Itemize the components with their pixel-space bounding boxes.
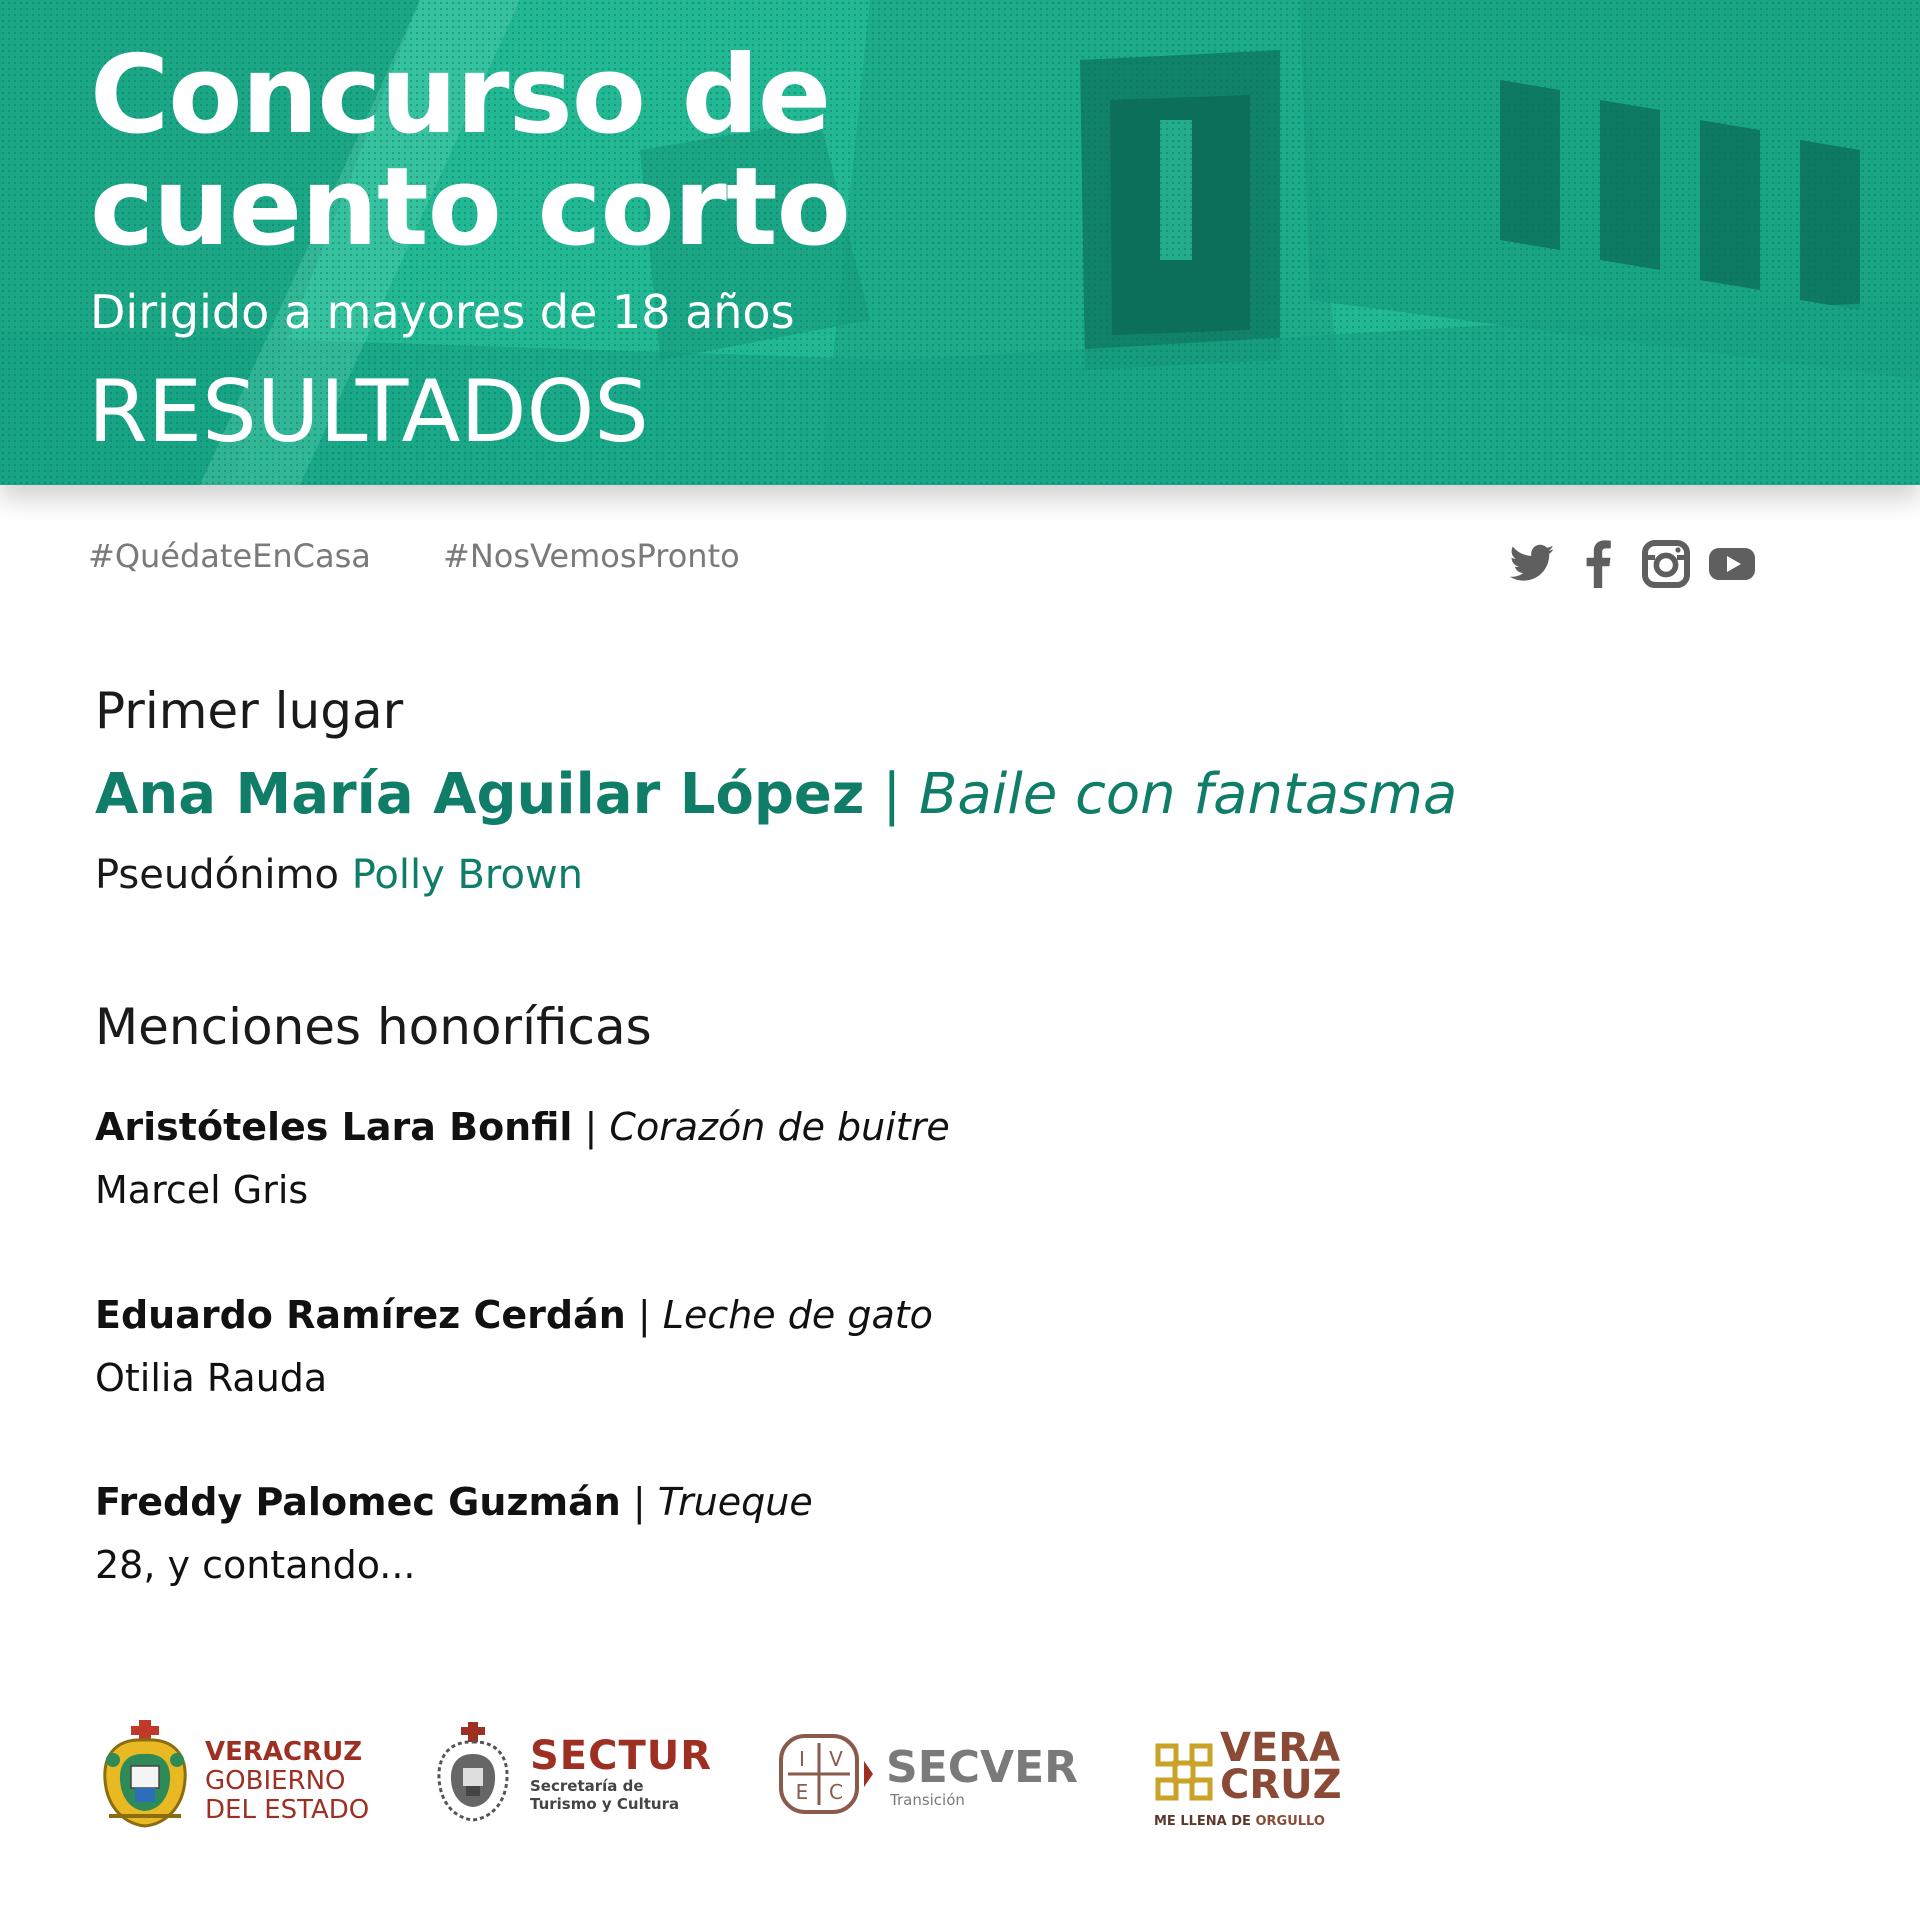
mention-story-title: Trueque bbox=[657, 1480, 813, 1524]
mention-name: Aristóteles Lara Bonfil bbox=[95, 1105, 573, 1149]
veracruz-brand-tagline-b: ORGULLO bbox=[1255, 1814, 1325, 1829]
sectur-name: SECTUR bbox=[530, 1733, 713, 1779]
instagram-icon[interactable] bbox=[1642, 540, 1690, 588]
secver-seal-icon bbox=[778, 1733, 874, 1817]
seal-letter-c: C bbox=[829, 1780, 843, 1804]
winner-name: Ana María Aguilar López bbox=[95, 762, 865, 827]
mention-name: Eduardo Ramírez Cerdán bbox=[95, 1293, 626, 1337]
veracruz-gobierno-line1: VERACRUZ bbox=[205, 1737, 363, 1767]
mention-story-title: Leche de gato bbox=[662, 1293, 933, 1337]
sectur-line2: Turismo y Cultura bbox=[530, 1795, 680, 1813]
banner-title-line1: Concurso de bbox=[90, 33, 831, 158]
seal-letter-v: V bbox=[829, 1747, 843, 1771]
banner-results-heading: RESULTADOS bbox=[88, 362, 649, 462]
secver-name: SECVER bbox=[886, 1742, 1079, 1793]
pseudonym-label: Pseudónimo bbox=[95, 852, 352, 898]
first-place-winner bbox=[95, 762, 1457, 827]
winner-story-title: Baile con fantasma bbox=[918, 762, 1458, 827]
secver-logo-text bbox=[886, 1742, 1079, 1809]
seal-letter-e: E bbox=[795, 1780, 809, 1804]
mention-separator: | bbox=[620, 1480, 658, 1524]
winner-separator: | bbox=[864, 762, 919, 827]
header-banner bbox=[0, 0, 1920, 485]
mention-entry-3 bbox=[95, 1480, 813, 1524]
hashtag-nos-vemos-pronto[interactable]: #NosVemosPronto bbox=[443, 537, 740, 575]
veracruz-brand-knot-icon bbox=[1152, 1740, 1216, 1804]
veracruz-brand-tagline bbox=[1154, 1814, 1325, 1829]
hashtag-quedate-en-casa[interactable]: #QuédateEnCasa bbox=[88, 537, 371, 575]
veracruz-gobierno-logo-text bbox=[205, 1738, 369, 1825]
twitter-icon[interactable] bbox=[1508, 540, 1556, 588]
seal-letter-i: I bbox=[799, 1747, 805, 1771]
first-place-pseudonym bbox=[95, 852, 583, 898]
mention-separator: | bbox=[625, 1293, 663, 1337]
mention-entry-1 bbox=[95, 1105, 950, 1149]
secver-sub: Transición bbox=[890, 1791, 965, 1809]
sectur-shield-icon bbox=[430, 1722, 516, 1828]
veracruz-brand-tagline-a: ME LLENA DE bbox=[1154, 1814, 1256, 1829]
banner-title-line2: cuento corto bbox=[90, 145, 850, 270]
mention-entry-2 bbox=[95, 1293, 933, 1337]
banner-subtitle: Dirigido a mayores de 18 años bbox=[90, 285, 795, 339]
veracruz-gobierno-line3: DEL ESTADO bbox=[205, 1795, 370, 1825]
mentions-heading: Menciones honoríficas bbox=[95, 998, 652, 1056]
veracruz-brand-line1: VERA bbox=[1220, 1725, 1341, 1771]
facebook-icon[interactable] bbox=[1575, 540, 1623, 588]
mention-name: Freddy Palomec Guzmán bbox=[95, 1480, 621, 1524]
banner-title bbox=[90, 33, 850, 270]
mention-pseudonym: Otilia Rauda bbox=[95, 1356, 328, 1400]
mention-pseudonym: Marcel Gris bbox=[95, 1168, 309, 1212]
mention-separator: | bbox=[572, 1105, 610, 1149]
veracruz-gobierno-line2: GOBIERNO bbox=[205, 1766, 346, 1796]
mention-pseudonym: 28, y contando... bbox=[95, 1543, 416, 1587]
veracruz-brand-logo-text bbox=[1220, 1725, 1342, 1808]
youtube-icon[interactable] bbox=[1708, 540, 1756, 588]
sectur-line1: Secretaría de bbox=[530, 1777, 644, 1795]
veracruz-brand-line2: CRUZ bbox=[1220, 1762, 1342, 1808]
veracruz-coat-of-arms-icon bbox=[95, 1720, 195, 1830]
mention-story-title: Corazón de buitre bbox=[609, 1105, 950, 1149]
sectur-logo-text bbox=[530, 1735, 712, 1813]
first-place-heading: Primer lugar bbox=[95, 682, 404, 740]
pseudonym-value: Polly Brown bbox=[351, 852, 584, 898]
